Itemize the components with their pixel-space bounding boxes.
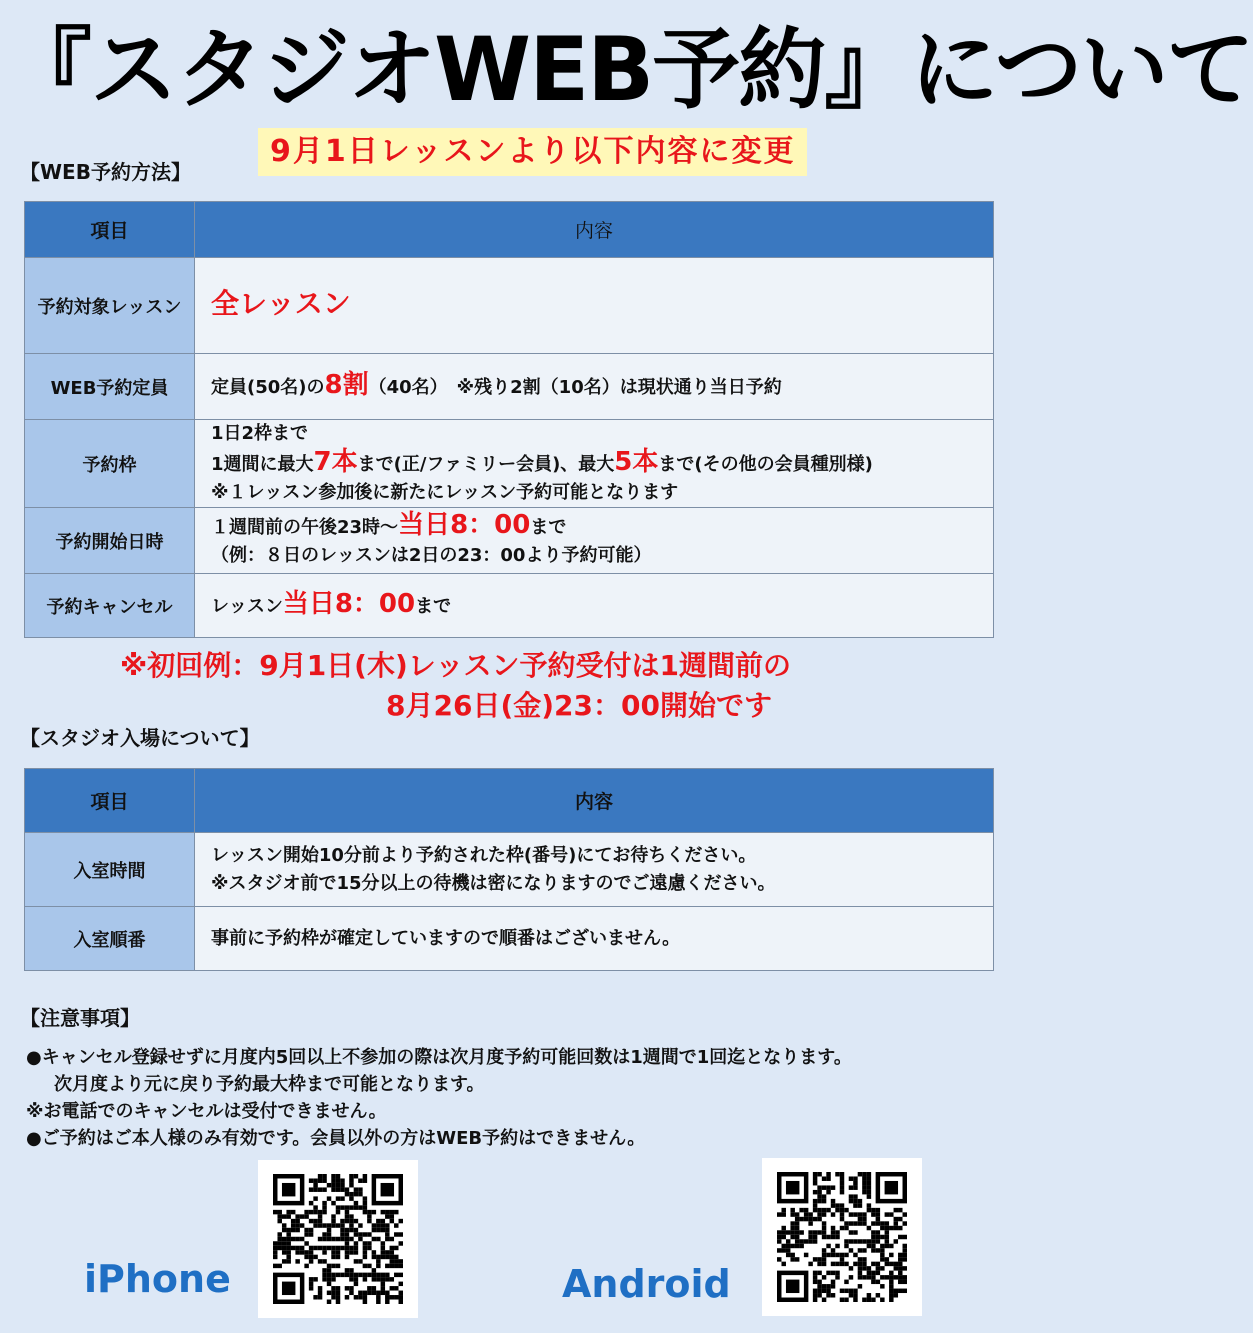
table-row (25, 508, 994, 574)
page-title: 『スタジオWEB予約』について (4, 18, 1253, 121)
cancel-post: まで (415, 596, 452, 617)
android-qr-code[interactable] (762, 1158, 922, 1316)
start-line-1 (211, 511, 977, 542)
entry-order-text: 事前に予約枠が確定していますので順番はございません。 (211, 927, 681, 949)
cancel-pre: レッスン (211, 596, 283, 617)
note-item: ●ご予約はご本人様のみ有効です。会員以外の方はWEB予約はできません。 (26, 1128, 646, 1149)
studio-entry-heading: 【スタジオ入場について】 (20, 726, 260, 750)
start-text: まで (530, 517, 567, 538)
col-item-header: 項目 (25, 202, 195, 258)
iphone-label: iPhone (84, 1257, 231, 1301)
web-reservation-table (24, 201, 994, 638)
note-item: ●キャンセル登録せずに月度内5回以上不参加の際は次月度予約可能回数は1週間で1回迄となります。 (26, 1047, 852, 1068)
row-content (195, 258, 994, 354)
slot-text: 1週間に最大 (211, 454, 314, 475)
note-item: ※お電話でのキャンセルは受付できません。 (26, 1101, 387, 1122)
row-label: 予約枠 (25, 420, 195, 508)
note-item: 次月度より元に戻り予約最大枠まで可能となります。 (54, 1074, 485, 1095)
capacity-pre: 定員(50名)の (211, 377, 325, 398)
capacity-post: （40名） ※残り2割（10名）は現状通り当日予約 (368, 377, 782, 398)
table-row (25, 574, 994, 638)
row-content (195, 354, 994, 420)
col-content-header: 内容 (195, 202, 994, 258)
slot-line-1: 1日2枠まで (211, 423, 309, 444)
row-content (195, 833, 994, 907)
row-label: 予約開始日時 (25, 508, 195, 574)
row-content (195, 420, 994, 508)
change-notice: 9月1日レッスンより以下内容に変更 (258, 128, 807, 176)
studio-entry-table (24, 768, 994, 971)
first-example-line-2: 8月26日(金)23：00開始です (386, 689, 772, 722)
table-header-row (25, 769, 994, 833)
android-label: Android (562, 1262, 731, 1306)
slot-text: まで(正/ファミリー会員)、最大 (357, 454, 615, 475)
col-content-header: 内容 (195, 769, 994, 833)
table-row (25, 354, 994, 420)
slot-max-other: 5本 (614, 447, 659, 477)
start-text: １週間前の午後23時～ (211, 517, 399, 538)
row-content (195, 907, 994, 971)
notes-list (26, 1044, 852, 1152)
row-label: WEB予約定員 (25, 354, 195, 420)
table-row (25, 907, 994, 971)
slot-line-3: ※１レッスン参加後に新たにレッスン予約可能となります (211, 482, 679, 503)
cancel-deadline: 当日8：00 (282, 589, 416, 619)
table-row (25, 833, 994, 907)
slot-line-2 (211, 448, 977, 479)
start-line-2: （例：８日のレッスンは2日の23：00より予約可能） (211, 545, 652, 566)
notes-heading: 【注意事項】 (20, 1006, 140, 1030)
start-deadline: 当日8：00 (398, 510, 531, 540)
row-content (195, 574, 994, 638)
col-item-header: 項目 (25, 769, 195, 833)
entry-time-line-2: ※スタジオ前で15分以上の待機は密になりますのでご遠慮ください。 (211, 872, 776, 894)
row-label: 予約キャンセル (25, 574, 195, 638)
row-label: 入室時間 (25, 833, 195, 907)
row-label: 予約対象レッスン (25, 258, 195, 354)
slot-max-regular: 7本 (313, 447, 358, 477)
first-example-line-1: ※初回例：9月1日(木)レッスン予約受付は1週間前の (120, 649, 791, 682)
slot-text: まで(その他の会員種別様) (658, 454, 873, 475)
row-content (195, 508, 994, 574)
table-header-row (25, 202, 994, 258)
web-reservation-heading: 【WEB予約方法】 (20, 160, 191, 184)
iphone-qr-code[interactable] (258, 1160, 418, 1318)
qr-code-icon (776, 1172, 908, 1302)
qr-code-icon (272, 1174, 404, 1304)
all-lessons-text: 全レッスン (211, 286, 351, 320)
capacity-highlight: 8割 (324, 370, 369, 400)
table-row (25, 258, 994, 354)
entry-time-line-1: レッスン開始10分前より予約された枠(番号)にてお待ちください。 (211, 844, 757, 866)
first-example-notice (120, 646, 791, 726)
table-row (25, 420, 994, 508)
row-label: 入室順番 (25, 907, 195, 971)
